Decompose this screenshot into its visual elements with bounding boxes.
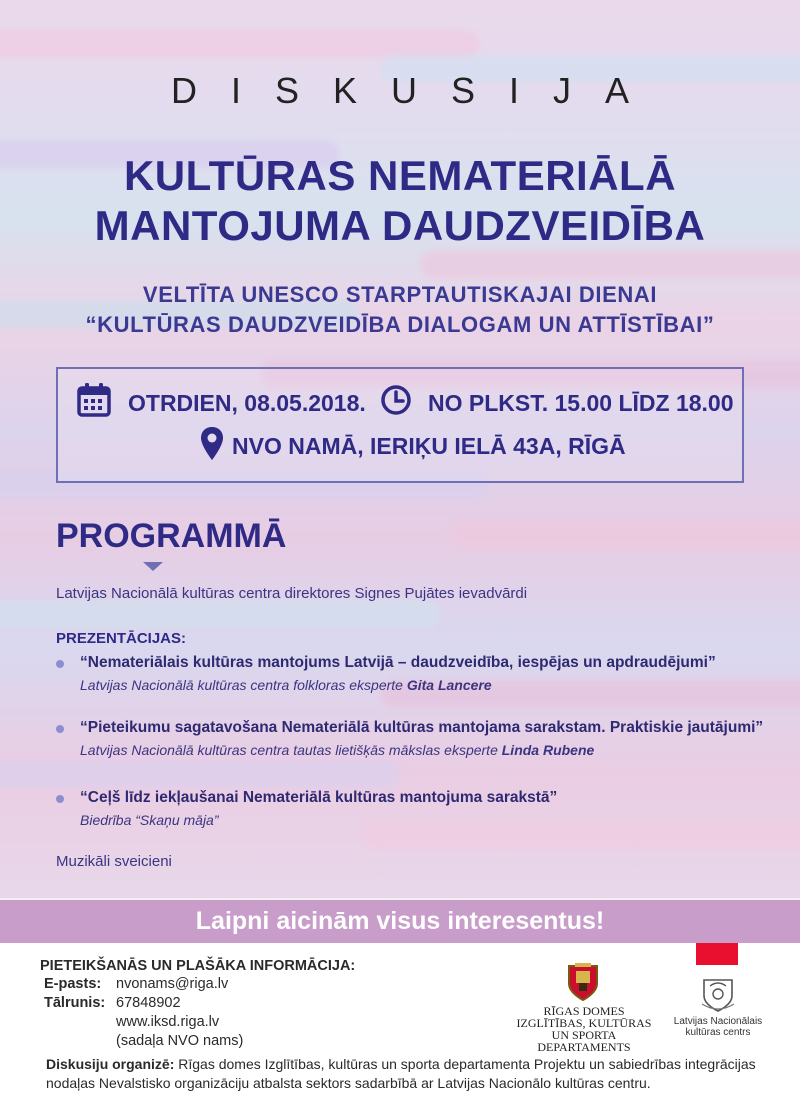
logo1-line3: UN SPORTA DEPARTAMENTS bbox=[537, 1028, 631, 1054]
presentation-2-speaker: Latvijas Nacionālā kultūras centra tautas lietišķās mākslas eksperte Linda Rubene bbox=[80, 742, 595, 758]
title-line-2: MANTOJUMA DAUDZVEIDĪBA bbox=[94, 202, 706, 249]
riga-department-logo bbox=[506, 1005, 662, 1053]
bullet-icon bbox=[56, 725, 64, 733]
logo1-line2: IZGLĪTĪBAS, KULTŪRAS bbox=[516, 1016, 652, 1030]
title-line-1: KULTŪRAS NEMATERIĀLĀ bbox=[123, 152, 677, 199]
event-date: OTRDIEN, 08.05.2018. bbox=[128, 390, 366, 416]
logo2-line1: Latvijas Nacionālais bbox=[673, 1016, 763, 1027]
logo1-line1: RĪGAS DOMES bbox=[543, 1004, 625, 1018]
program-heading: PROGRAMMĀ bbox=[56, 517, 287, 555]
website-note: (sadaļa NVO nams) bbox=[116, 1033, 244, 1049]
red-flag-accent bbox=[696, 943, 738, 965]
presentation-1-title: “Nemateriālais kultūras mantojums Latvijā – daudzveidība, iespējas un apdraudējumi” bbox=[80, 654, 716, 671]
presentation-2-title: “Pieteikumu sagatavošana Nemateriālā kultūras mantojama sarakstam. Praktiskie jautājumi” bbox=[80, 719, 764, 736]
logo2-line2: kultūras centrs bbox=[685, 1027, 751, 1038]
lnkc-logo bbox=[670, 1016, 766, 1038]
organizer-line-2: nodaļas Nevalstisko organizāciju atbalsta sektors sadarbībā ar Latvijas Nacionālo kultūras centru. bbox=[46, 1075, 651, 1091]
calendar-icon bbox=[76, 382, 112, 418]
email-label: E-pasts: bbox=[44, 976, 102, 992]
phone-label: Tālrunis: bbox=[44, 995, 106, 1011]
heading-caret-icon bbox=[143, 562, 163, 571]
bullet-icon bbox=[56, 795, 64, 803]
phone-number[interactable]: 67848902 bbox=[116, 995, 181, 1011]
presentation-3-title: “Ceļš līdz iekļaušanai Nemateriālā kultūras mantojuma sarakstā” bbox=[80, 789, 558, 806]
presentations-label: PREZENTĀCIJAS: bbox=[56, 630, 187, 647]
welcome-banner bbox=[0, 900, 800, 943]
email-link[interactable]: nvonams@riga.lv bbox=[116, 976, 229, 992]
event-type-heading: DISKUSIJA bbox=[170, 70, 664, 111]
website-link[interactable]: www.iksd.riga.lv bbox=[116, 1014, 220, 1030]
location-pin-icon bbox=[200, 426, 224, 462]
presentation-3-speaker: Biedrība “Skaņu māja” bbox=[80, 812, 219, 828]
event-location: NVO NAMĀ, IERIĶU IELĀ 43A, RĪGĀ bbox=[232, 433, 626, 459]
welcome-text: Laipni aicinām visus interesentus! bbox=[195, 907, 605, 935]
lnkc-crest-icon bbox=[700, 974, 736, 1014]
subtitle-line-2: “KULTŪRAS DAUDZVEIDĪBA DIALOGAM UN ATTĪSTĪBAI” bbox=[85, 312, 715, 337]
contact-heading: PIETEIKŠANĀS UN PLAŠĀKA INFORMĀCIJA: bbox=[40, 958, 356, 974]
presentation-1-speaker: Latvijas Nacionālā kultūras centra folkloras eksperte Gita Lancere bbox=[80, 677, 492, 693]
riga-coat-of-arms-icon bbox=[566, 962, 600, 1002]
program-closing: Muzikāli sveicieni bbox=[56, 853, 172, 870]
subtitle-line-1: VELTĪTA UNESCO STARPTAUTISKAJAI DIENAI bbox=[142, 282, 658, 307]
event-time: NO PLKST. 15.00 LĪDZ 18.00 bbox=[428, 390, 734, 416]
program-intro: Latvijas Nacionālā kultūras centra direktores Signes Pujātes ievadvārdi bbox=[56, 585, 528, 602]
clock-icon bbox=[380, 384, 412, 416]
organizer-line-1: Diskusiju organizē: Rīgas domes Izglītības, kultūras un sporta departamenta Projektu un sabiedrības integrācijas bbox=[46, 1056, 756, 1072]
bullet-icon bbox=[56, 660, 64, 668]
